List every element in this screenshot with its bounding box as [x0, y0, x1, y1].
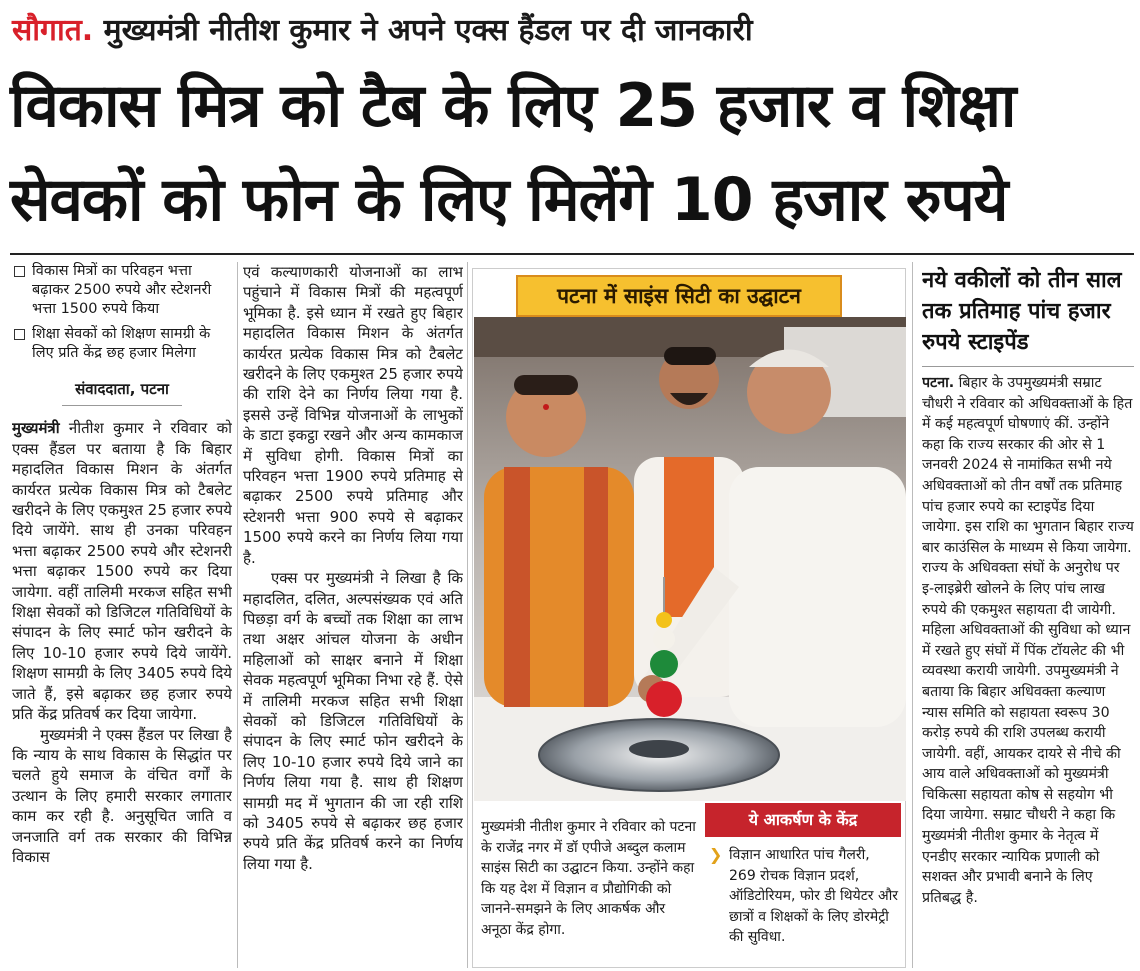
column-separator: [237, 262, 238, 968]
sidebar-body: [922, 373, 1134, 908]
article-paragraph: एवं कल्याणकारी योजनाओं का लाभ पहुंचाने में विकास मित्रों की महत्वपूर्ण भूमिका है. इसे ध्यान में रखते हुए बिहार महादलित विकास मिशन के अंतर्गत कार्यरत प्रत्येक विकास मित्र को टैबलेट खरीदने के लिए एकमुश्त 25 हजार रुपये की राशि देने का निर्णय लिया गया है. इससे उन्हें विभिन्न योजनाओं के लाभुकों के डाटा इकट्ठा रखने और अन्य कामकाज में सुविधा होगी. विकास मित्रों का परिवहन भत्ता 1900 रुपये प्रतिमाह से बढ़ाकर 2500 रुपये प्रतिमाह और स्टेशनरी भत्ता 900 रुपये से बढ़ाकर 1500 रुपये करने का निर्णय लिया गया है.: [243, 263, 463, 567]
kicker: [12, 6, 753, 56]
sidebar-dateline: पटना.: [922, 375, 955, 391]
column-separator: [912, 262, 913, 968]
inauguration-photo: [474, 317, 906, 801]
checkbox-square-icon: [14, 266, 25, 277]
photo-illustration: [474, 317, 906, 801]
attractions-text: विज्ञान आधारित पांच गैलरी, 269 रोचक विज्ञान प्रदर्श, ऑडिटोरियम, फोर डी थियेटर और छात्रों व शिक्षकों के लिए डोरमेट्री की सुविधा.: [729, 847, 898, 945]
article-paragraph: मुख्यमंत्री नीतीश कुमार ने रविवार को एक्स हैंडल पर बताया है कि बिहार महादलित विकास मिशन के अंतर्गत कार्यरत प्रत्येक विकास मित्र को टैबलेट खरीदने के लिए एकमुश्त 25 हजार रुपये दिये जायेंगे. साथ ही उनका परिवहन भत्ता बढ़ाकर 2500 रुपये और स्टेशनरी भत्ता बढ़ाकर 1500 रुपये कर दिया जायेगा. वहीं तालिमी मरकज सहित सभी शिक्षा सेवकों को डिजिटल गतिविधियों के संपादन के लिए स्मार्ट फोन खरीदने के लिए 10-10 हजार रुपये दिये जायेंगे. शिक्षण सामग्री के लिए 3405 रुपये दिये जाते हैं, इसे बढ़ाकर छह हजार रुपये प्रति केंद्र प्रतिवर्ष कर दिया जायेगा.: [12, 419, 232, 724]
attractions-title: ये आकर्षण के केंद्र: [705, 803, 901, 837]
highlight-item: शिक्षा सेवकों को शिक्षण सामग्री के लिए प्रति केंद्र छह हजार मिलेगा: [12, 325, 232, 363]
byline: संवाददाता, पटना: [62, 379, 182, 406]
chevron-right-icon: ❯: [709, 845, 723, 864]
lead-word: मुख्यमंत्री: [12, 419, 60, 438]
sidebar-story: [922, 265, 1134, 968]
column-separator: [467, 262, 468, 968]
headline-line-1: विकास मित्र को टैब के लिए 25 हजार व शिक्षा: [10, 71, 1016, 141]
checkbox-square-icon: [14, 329, 25, 340]
article-column-1: [12, 262, 232, 968]
sidebar-rule: [922, 366, 1134, 367]
photo-caption: मुख्यमंत्री नीतीश कुमार ने रविवार को पटना के राजेंद्र नगर में डॉ एपीजे अब्दुल कलाम साइंस सिटी का उद्घाटन किया. उन्होंने कहा कि यह देश में विज्ञान व प्रौद्योगिकी को जानने-समझने के लिए आकर्षक और अनूठा केंद्र होगा.: [481, 819, 696, 938]
attractions-box: [705, 803, 901, 965]
headline-line-2: सेवकों को फोन के लिए मिलेंगे 10 हजार रुपये: [10, 165, 1008, 235]
kicker-tag: सौगात.: [12, 13, 94, 48]
highlights-list: [12, 262, 232, 363]
sidebar-text: बिहार के उपमुख्यमंत्री सम्राट चौधरी ने रविवार को अधिवक्ताओं के हित में कई महत्वपूर्ण घोषणाएं कीं. उन्होंने कहा कि राज्य सरकार की ओर से 1 जनवरी 2024 से नामांकित सभी नये अधिवक्ताओं को तीन वर्षों तक प्रतिमाह पांच हजार रुपये का स्टाइपेंड दिया जायेगा. इस राशि का भुगतान बिहार राज्य बार काउंसिल के माध्यम से किया जायेगा. राज्य के अधिवक्ता संघों के अनुरोध पर इ-लाइब्रेरी खोलने के लिए पांच लाख रुपये की एकमुश्त सहायता दी जायेगी. महिला अधिवक्ताओं की सुविधा को ध्यान में रखते हुए संघों में पिंक टॉयलेट की भी व्यवस्था करायी जायेगी. उपमुख्यमंत्री ने बताया कि बिहार अधिवक्ता कल्याण न्यास समिति को सहायता स्वरूप 30 करोड़ रुपये की राशि उपलब्ध करायी जायेगी. वहीं, आयकर दायरे से नीचे की आय वाले अधिवक्ताओं को मुख्यमंत्री चिकित्सा सहायता कोष से सहयोग भी दिया जायेगा. सम्राट चौधरी ने कहा कि मुख्यमंत्री नीतीश कुमार के नेतृत्व में एनडीए सरकार न्यायिक प्रणाली को सशक्त और प्रभावी बनाने के लिए प्रतिबद्ध है.: [922, 375, 1134, 906]
article-paragraph: एक्स पर मुख्यमंत्री ने लिखा है कि महादलित, दलित, अल्पसंख्यक एवं अति पिछड़ा वर्ग के बच्चों तक शिक्षा का लाभ तथा अक्षर आंचल योजना के अधीन महिलाओं को साक्षर बनाने में शिक्षा सेवक महत्वपूर्ण भूमिका निभा रहे हैं. ऐसे में तालिमी मरकज सहित सभी शिक्षा सेवकों को डिजिटल गतिविधियों के संपादन के लिए स्मार्ट फोन खरीदने के लिए 10-10 हजार रुपये दिये जाने का निर्णय लिया गया है. साथ ही शिक्षण सामग्री मद में भुगतान की जा रही राशि को 3405 रुपये से बढ़ाकर छह हजार रुपये प्रति केंद्र प्रतिवर्ष करने का निर्णय लिया गया है.: [243, 569, 463, 873]
attractions-body: [705, 837, 901, 948]
kicker-text: मुख्यमंत्री नीतीश कुमार ने अपने एक्स हैंडल पर दी जानकारी: [103, 13, 753, 48]
highlight-item: विकास मित्रों का परिवहन भत्ता बढ़ाकर 2500 रुपये और स्टेशनरी भत्ता 1500 रुपये किया: [12, 262, 232, 319]
photo-banner: पटना में साइंस सिटी का उद्घाटन: [516, 275, 842, 317]
article-column-2: [243, 262, 463, 968]
article-paragraph: मुख्यमंत्री ने एक्स हैंडल पर लिखा है कि न्याय के साथ विकास के सिद्धांत पर चलते हुये समाज के वंचित वर्गों के उत्थान के लिए हमारी सरकार लगातार काम कर रही है. अनुसूचित जाति व जनजाति वर्ग तक सरकार की विभिन्न विकास: [12, 725, 232, 866]
photo-section: [472, 268, 906, 968]
sidebar-headline: नये वकीलों को तीन साल तक प्रतिमाह पांच हजार रुपये स्टाइपेंड: [922, 268, 1122, 355]
headline-rule: [10, 253, 1134, 255]
